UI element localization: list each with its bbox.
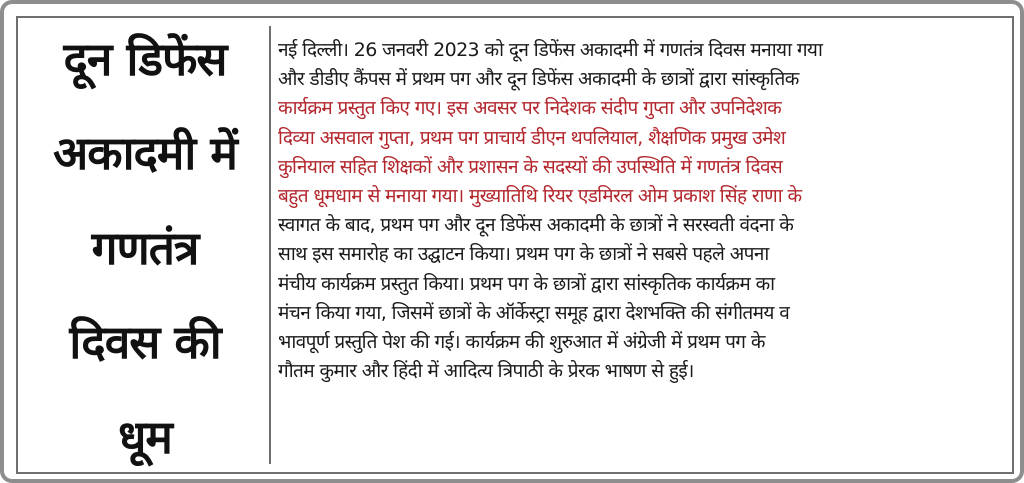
article-line-highlighted: बहुत धूमधाम से मनाया गया। मुख्यातिथि रियर एडमिरल ओम प्रकाश सिंह राणा के xyxy=(278,184,802,207)
news-clipping xyxy=(16,16,1014,474)
article-line: साथ इस समारोह का उद्घाटन किया। प्रथम पग के छात्रों ने सबसे पहले अपना xyxy=(278,243,769,266)
headline-line: अकादमी में xyxy=(53,126,237,181)
article-line: मंचीय कार्यक्रम प्रस्तुत किया। प्रथम पग के छात्रों द्वारा सांस्कृतिक कार्यक्रम का xyxy=(278,272,775,295)
article-line: और डीडीए कैंपस में प्रथम पग और दून डिफेंस अकादमी के छात्रों द्वारा सांस्कृतिक xyxy=(278,68,799,91)
article-line: मंचन किया गया, जिसमें छात्रों के ऑर्केस्ट्रा समूह द्वारा देशभक्ति की संगीतमय व xyxy=(278,301,790,324)
article-line: नई दिल्ली। 26 जनवरी 2023 को दून डिफेंस अकादमी में गणतंत्र दिवस मनाया गया xyxy=(278,39,823,61)
article-line-highlighted: कार्यक्रम प्रस्तुत किए गए। इस अवसर पर निदेशक संदीप गुप्ता और उपनिदेशक xyxy=(278,97,782,120)
headline-line: धूम xyxy=(118,409,172,464)
headline-line: गणतंत्र xyxy=(91,220,199,275)
column-divider xyxy=(269,26,271,464)
article-line: गौतम कुमार और हिंदी में आदित्य त्रिपाठी के प्रेरक भाषण से हुई। xyxy=(278,360,694,383)
headline xyxy=(20,22,270,470)
article-line-highlighted: दिव्या असवाल गुप्ता, प्रथम पग प्राचार्य डीएन थपलियाल, शैक्षणिक प्रमुख उमेश xyxy=(278,126,786,149)
article-line: स्वागत के बाद, प्रथम पग और दून डिफेंस अकादमी के छात्रों ने सरस्वती वंदना के xyxy=(278,214,794,237)
headline-line: दून डिफेंस xyxy=(63,32,227,86)
headline-line: दिवस की xyxy=(69,315,221,370)
article-body xyxy=(278,36,1008,386)
article-line-highlighted: कुनियाल सहित शिक्षकों और प्रशासन के सदस्यों की उपस्थिति में गणतंत्र दिवस xyxy=(278,155,783,178)
article-line: भावपूर्ण प्रस्तुति पेश की गई। कार्यक्रम की शुरुआत में अंग्रेजी में प्रथम पग के xyxy=(278,330,765,353)
